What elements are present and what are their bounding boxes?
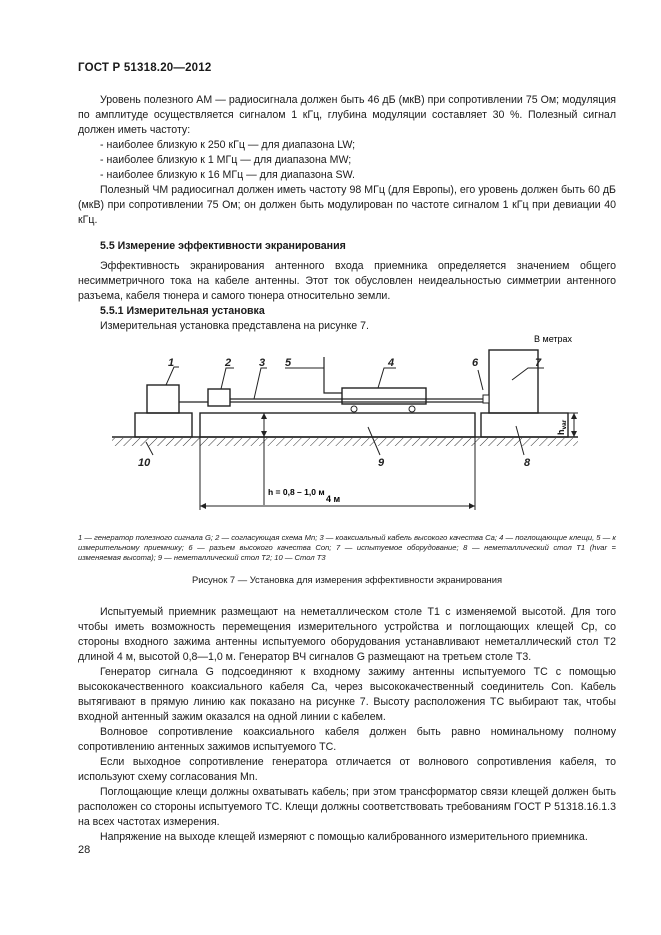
label-4: 4 (388, 357, 395, 369)
table-t1 (481, 413, 568, 437)
table-t2 (200, 413, 475, 437)
text-block-body (78, 605, 616, 845)
height-arrow-bottom (261, 431, 267, 437)
table-t3 (135, 413, 192, 437)
paragraph-voltage: Напряжение на выходе клещей измеряют с помощью калиброванного измерительного приемника. (100, 831, 588, 843)
figure-title: Рисунок 7 — Установка для измерения эффективности экранирования (191, 574, 503, 585)
figure-7-diagram (78, 330, 618, 520)
text-block-signal-levels (78, 93, 616, 334)
receiver-lead (324, 357, 342, 393)
leader-6 (478, 370, 483, 390)
paragraph-placement: Испытуемый приемник размещают на неметаллическом столе T1 с изменяемой высотой. Для того чтобы иметь возможность перемещения измерительного устройства и поглощающих клещей Cp, со стороны входного зажима антенны испытуемого оборудования устанавливают неметаллический стол T2 длиной 4 м, высотой 0,8—1,0 м. Генератор ВЧ сигналов G размещают на третьем столе T3. (78, 606, 616, 663)
eut-box (489, 350, 538, 413)
paragraph-impedance: Волновое сопротивление коаксиального кабеля должен быть равно номинальному полному сопротивлению антенных зажимов испытуемого ТС. (78, 726, 616, 753)
hvar-h: h (556, 429, 566, 435)
label-6: 6 (472, 357, 479, 369)
connector-box (483, 395, 489, 403)
leader-1 (166, 367, 179, 385)
height-label: h = 0,8 – 1,0 м (268, 487, 325, 497)
paragraph-fm-signal: Полезный ЧМ радиосигнал должен иметь частоту 98 МГц (для Европы), его уровень должен быть 60 дБ (мкВ) при сопротивлении 75 Ом; он должен быть модулирован по частоте сигналом 1 кГц при девиации 40 кГц. (78, 184, 616, 226)
hvar-sub: var (561, 419, 568, 430)
label-1: 1 (168, 357, 175, 369)
svg-text:hvar (556, 419, 568, 435)
length-label: 4 м (326, 494, 341, 504)
hvar-arrow-bottom (571, 431, 577, 437)
leader-3 (254, 368, 267, 399)
label-8: 8 (524, 457, 531, 469)
matching-box (208, 389, 230, 406)
units-label: В метрах (534, 334, 573, 344)
page-number: 28 (78, 844, 91, 856)
generator-box (147, 385, 179, 413)
label-3: 3 (259, 357, 266, 369)
paragraph-clamps: Поглощающие клещи должны охватывать кабель; при этом трансформатор связи клещей должен быть расположен со стороны испытуемого ТС. Клещи должны соответствовать требованиям ГОСТ Р 51318.16.1.3 на всех частотах измерения. (78, 786, 616, 828)
section-title-5-5: 5.5 Измерение эффективности экранирования (100, 240, 346, 252)
paragraph-generator: Генератор сигнала G подсоединяют к входному зажиму антенны испытуемого ТС с помощью высококачественного коаксиального кабеля Ca, через высококачественный соединитель Con. Кабель вытягивают в прямую линию как показано на рисунке 7. Высоту расположения ТС выбирают так, чтобы входной антенный зажим оказался на одной линии с кабелем. (78, 666, 616, 723)
length-arrow-left (200, 503, 206, 509)
list-item-sw: - наиболее близкую к 16 МГц — для диапазона SW. (100, 169, 355, 181)
hvar-label (556, 419, 568, 435)
label-7: 7 (535, 357, 542, 369)
figure-caption: 1 — генератор полезного сигнала G; 2 — согласующая схема Mn; 3 — коаксиальный кабель высокого качества Ca; 4 — поглощающие клещи, 5 — к измерительному приемнику; 6 — разъем высокого качества Con; 7 — испытуемое оборудование; 8 — неметаллический стол T1 (hvar = изменяемая высота); 9 — неметаллический стол T2; 10 — Стол T3 (78, 533, 616, 562)
paragraph-shielding: Эффективность экранирования антенного входа приемника определяется значением общего несимметричного тока на кабеле антенны. Этот ток обусловлен неидеальностью симметрии антенного разъема, кабеля тюнера и самого тюнера относительно земли. (78, 260, 616, 302)
subsection-title-5-5-1: 5.5.1 Измерительная установка (100, 305, 265, 317)
paragraph-am-signal: Уровень полезного АМ — радиосигнала должен быть 46 дБ (мкВ) при сопротивлении 75 Ом; модуляция по амплитуде осуществляется сигналом 1 кГц, глубина модуляции составляет 30 %. Полезный сигнал должен иметь частоту: (78, 94, 616, 136)
label-10: 10 (138, 457, 151, 469)
paragraph-matching: Если выходное сопротивление генератора отличается от волнового сопротивления кабеля, то используют схему согласования Mn. (78, 756, 616, 783)
height-arrow-top (261, 413, 267, 419)
document-header: ГОСТ Р 51318.20—2012 (78, 62, 212, 74)
label-2: 2 (225, 357, 232, 369)
length-arrow-right (469, 503, 475, 509)
list-item-lw: - наиболее близкую к 250 кГц — для диапазона LW; (100, 139, 356, 151)
paragraph-figure-ref: Измерительная установка представлена на рисунке 7. (100, 320, 369, 332)
leader-7 (512, 368, 544, 380)
label-9: 9 (378, 457, 385, 469)
leader-4 (378, 368, 396, 388)
ground-hatch (112, 438, 578, 446)
clamp-wheel-right (409, 406, 415, 412)
list-item-mw: - наиболее близкую к 1 МГц — для диапазона MW; (100, 154, 352, 166)
leader-2 (221, 368, 234, 389)
hvar-arrow-top (571, 413, 577, 419)
label-5: 5 (285, 357, 292, 369)
clamp-wheel-left (351, 406, 357, 412)
